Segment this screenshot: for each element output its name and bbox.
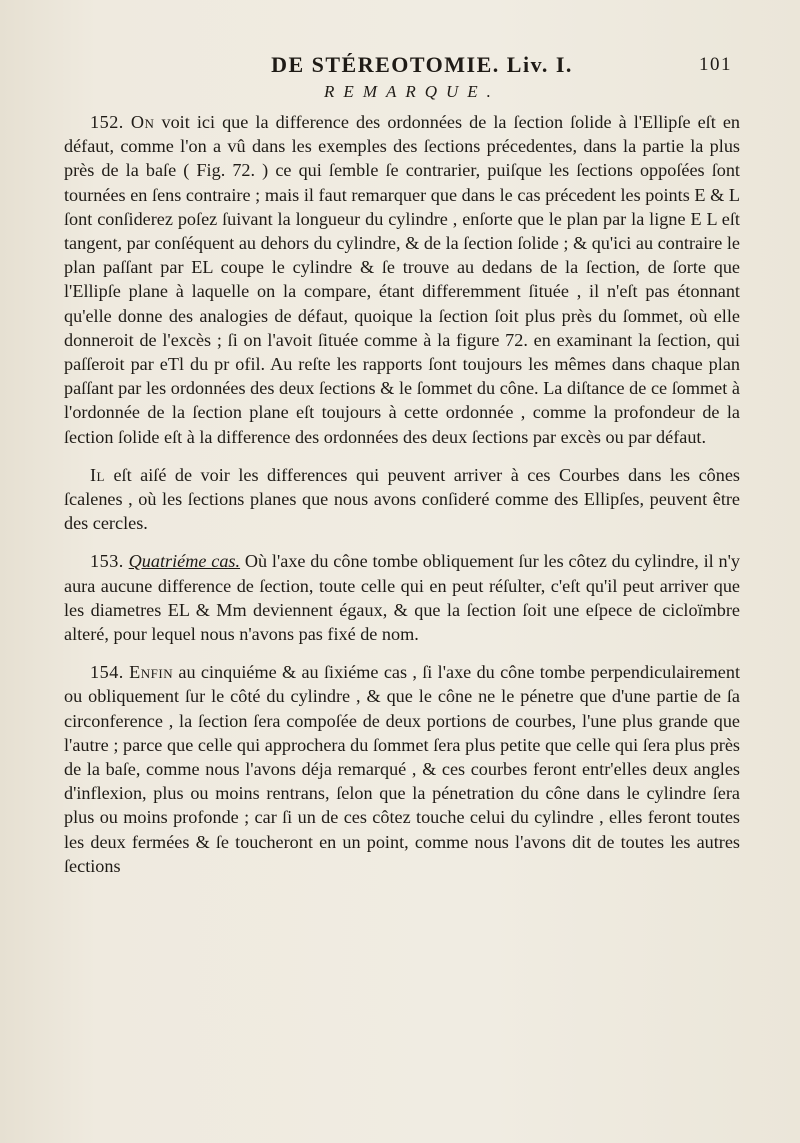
paragraph-lead-word: Il xyxy=(90,464,105,485)
running-head xyxy=(64,52,740,82)
paragraph-text: voit ici que la difference des ordonnées de la ſection ſolide à l'Ellipſe eſt en défaut, comme l'on a vû dans les exemples des ſections précedentes, dans la partie la plus près de la baſe ( Fig. 72. ) ce qui ſemble ſe contrarier, puiſque les ſections oppoſées ſont tournées en ſens contraire ; mais il faut remarquer que dans le cas précedent les points E & L ſont conſiderez poſez ſuivant la longueur du cylindre , enſorte que le plan par la ligne E L eſt tangent, par conſéquent au dehors du cylindre, & de la ſection ſolide ; & qu'ici au contraire le plan paſſant par EL coupe le cylindre & ſe trouve au dedans de la ſection, de ſorte que l'Ellipſe plane à laquelle on la compare, étant differemment ſituée , il n'eſt pas étonnant qu'elle donne des analogies de défaut, quoique la ſection ſoit plus près du ſommet, où elle donneroit de l'excès ; ſi on l'avoit ſituée comme à la figure 72. en examinant la ſection, qui paſſeroit par eTl du pr ofil. Au reſte les rapports ſont toujours les mêmes dans chaque plan paſſant par les ordonnées des deux ſections & le ſommet du cône. La diſtance de ce ſommet à l'ordonnée de la ſection plane eſt toujours à cette ordonnée , comme la profondeur de la ſection ſolide eſt à la difference des ordonnées des deux ſections par excès ou par défaut. xyxy=(64,112,740,447)
paragraph-number: 154. xyxy=(90,662,124,683)
case-label: Quatriéme cas. xyxy=(128,551,241,572)
paragraph-il xyxy=(64,463,740,536)
running-title: DE STÉREOTOMIE. Liv. I. xyxy=(271,52,573,77)
page-number: 101 xyxy=(699,54,732,75)
paragraph-text: eſt aiſé de voir les differences qui peuvent arriver à ces Courbes dans les cônes ſcalenes , où les ſections planes que nous avons conſideré comme des Ellipſes, peuvent être des cercles. xyxy=(64,464,740,534)
paragraph-number: 153. xyxy=(90,551,124,572)
paragraph-154 xyxy=(64,660,740,878)
paragraph-text: Où l'axe du cône tombe obliquement ſur les côtez du cylindre, il n'y aura aucune difference de ſection, toute celle qui en peut réſulter, c'eſt qu'il peut arriver que les diametres EL & Mm deviennent égaux, & que la ſection ſoit une eſpece de cicloïmbre alteré, pour lequel nous n'avons pas fixé de nom. xyxy=(64,551,741,645)
paragraph-lead-word: On xyxy=(130,112,155,132)
paragraph-number: 152. xyxy=(90,112,124,132)
paragraph-text: au cinquiéme & au ſixiéme cas , ſi l'axe du cône tombe perpendiculairement ou obliquement ſur le côté du cylindre , & que le cône ne le pénetre que d'une partie de ſa circonference , la ſection ſera compoſée de deux portions de courbes, l'une plus grande que l'autre ; parce que celle qui approchera du ſommet ſera plus petite que celle qui ſera plus près de la baſe, comme nous l'avons déja remarqué , & ces courbes feront entr'elles deux angles d'inflexion, plus ou moins rentrans, ſelon que la pénetration du cône dans le cylindre ſera plus ou moins profonde ; car ſi un de ces côtez touche celui du cylindre , elles feront toutes les deux fermées & ſe toucheront en un point, comme nous l'avons dit de toutes les autres ſections xyxy=(64,662,741,876)
paragraph-lead-word: Enfin xyxy=(129,662,174,683)
paragraph-152 xyxy=(64,110,740,449)
section-heading: REMARQUE. xyxy=(324,82,500,101)
paragraph-153 xyxy=(64,549,740,646)
